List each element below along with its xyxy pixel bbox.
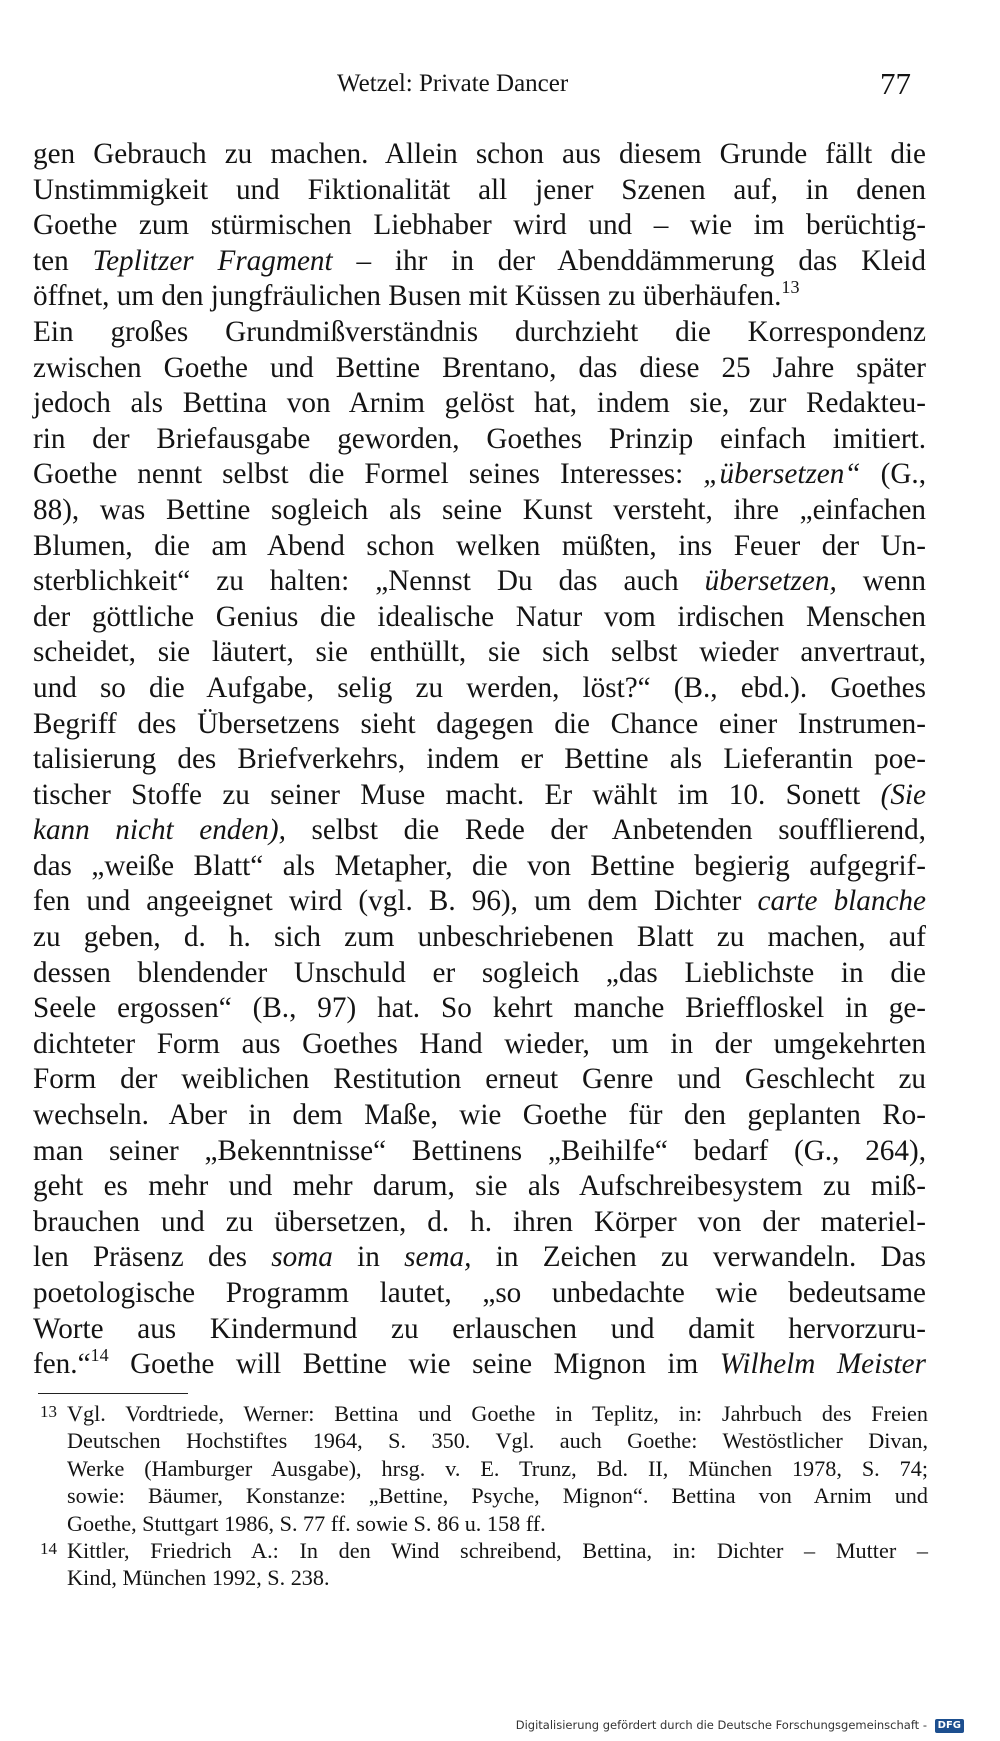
text-line xyxy=(33,564,926,600)
text-line xyxy=(33,208,926,244)
text-line xyxy=(33,351,926,387)
running-head: Wetzel: Private Dancer xyxy=(337,70,569,97)
text-line xyxy=(33,849,926,885)
footnote-line: Vgl. Vordtriede, Werner: Bettina und Goethe in Teplitz, in: Jahrbuch des Freien xyxy=(67,1401,928,1426)
text-segment: in Zeichen zu verwandeln. Das xyxy=(471,1241,927,1274)
text-segment: gen Gebrauch zu machen. Allein schon aus diesem Grunde fällt die xyxy=(33,138,926,170)
text-line xyxy=(33,457,926,493)
italic-text: Teplitzer Fragment xyxy=(92,244,333,277)
footnote-line: Kind, München 1992, S. 238. xyxy=(67,1565,330,1591)
credit-text: Digitalisierung gefördert durch die Deutsche Forschungsgemeinschaft - xyxy=(515,1718,927,1732)
text-segment: ten xyxy=(33,244,93,277)
footnote-number: 14 xyxy=(40,1538,57,1558)
footnote-number: 13 xyxy=(40,1402,57,1421)
text-segment: Begriff des Übersetzens sieht dagegen die Chance einer Instrumen- xyxy=(33,707,926,740)
text-segment: fen und angeeignet wird (vgl. B. 96), um dem Dichter xyxy=(33,885,758,918)
text-segment: scheidet, sie läutert, sie enthüllt, sie sich selbst wieder anvertraut, xyxy=(33,636,926,669)
text-segment: 88), was Bettine sogleich als seine Kunst versteht, ihre „einfachen xyxy=(33,493,926,526)
dfg-logo: DFG xyxy=(935,1719,964,1733)
italic-text: (Sie xyxy=(880,778,926,811)
italic-text: kann nicht enden), xyxy=(33,814,286,847)
footnote-line: Werke (Hamburger Ausgabe), hrsg. v. E. Trunz, Bd. II, München 1978, S. 74; xyxy=(67,1455,928,1481)
italic-text: übersetzen, xyxy=(704,565,837,598)
text-segment: Form der weiblichen Restitution erneut Genre und Geschlecht zu xyxy=(33,1063,926,1096)
footnote-reference: 14 xyxy=(90,1345,109,1366)
text-segment: zu geben, d. h. sich zum unbeschriebenen Blatt zu machen, auf xyxy=(33,921,926,954)
text-segment: und so die Aufgabe, selig zu werden, löst?“ (B., ebd.). Goethes xyxy=(33,671,926,704)
italic-text: Wilhelm Meister xyxy=(719,1348,926,1381)
text-line xyxy=(33,529,926,565)
text-line xyxy=(33,742,926,778)
text-line xyxy=(33,920,926,956)
text-line xyxy=(33,1134,926,1170)
text-line xyxy=(33,707,926,743)
footnote-reference: 13 xyxy=(781,277,800,298)
text-segment: der göttliche Genius die idealische Natur vom irdischen Menschen xyxy=(33,600,926,633)
text-line xyxy=(33,671,926,707)
text-segment: Worte aus Kindermund zu erlauschen und damit hervorzuru- xyxy=(33,1312,926,1345)
footnote-line: Kittler, Friedrich A.: In den Wind schreibend, Bettina, in: Dichter – Mutter – xyxy=(67,1537,928,1563)
italic-text: sema, xyxy=(404,1241,472,1274)
text-segment: selbst die Rede der Anbetenden soufflierend, xyxy=(285,814,926,847)
text-line xyxy=(33,1027,926,1063)
italic-text: carte blanche xyxy=(757,885,926,918)
digitization-credit xyxy=(516,1717,964,1733)
text-segment: man seiner „Bekenntnisse“ Bettinens „Beihilfe“ bedarf (G., 264), xyxy=(33,1134,926,1167)
text-segment: brauchen und zu übersetzen, d. h. ihren Körper von der materiel- xyxy=(33,1205,926,1238)
text-line xyxy=(33,1347,926,1383)
footnote-divider xyxy=(38,1393,188,1394)
text-segment: sterblichkeit“ zu halten: „Nennst Du das auch xyxy=(33,565,705,598)
body-text xyxy=(33,137,926,1383)
text-line xyxy=(33,635,926,671)
text-line xyxy=(33,386,926,422)
text-segment: dessen blendender Unschuld er sogleich „das Lieblichste in die xyxy=(33,956,926,989)
footnote-line: Deutschen Hochstiftes 1964, S. 350. Vgl. auch Goethe: Westöstlicher Divan, xyxy=(67,1428,928,1454)
text-segment: Ein großes Grundmißverständnis durchzieht die Korrespondenz xyxy=(33,315,926,348)
text-segment: dichteter Form aus Goethes Hand wieder, um in der umgekehrten xyxy=(33,1027,926,1060)
text-segment: talisierung des Briefverkehrs, indem er Bettine als Lieferantin poe- xyxy=(33,743,926,776)
text-segment: len Präsenz des xyxy=(33,1241,272,1274)
text-line xyxy=(33,493,926,529)
text-segment: Unstimmigkeit und Fiktionalität all jener Szenen auf, in denen xyxy=(33,173,926,206)
text-segment: in xyxy=(332,1241,405,1274)
text-segment: Goethe zum stürmischen Liebhaber wird und – wie im berüchtig- xyxy=(33,209,926,242)
text-line xyxy=(33,956,926,992)
italic-text: soma xyxy=(271,1241,333,1274)
text-line xyxy=(33,600,926,636)
text-line xyxy=(33,884,926,920)
text-segment: Blumen, die am Abend schon welken müßten, ins Feuer der Un- xyxy=(33,529,926,562)
footnote-line: sowie: Bäumer, Konstanze: „Bettine, Psyche, Mignon“. Bettina von Arnim und xyxy=(67,1483,928,1509)
text-segment: Seele ergossen“ (B., 97) hat. So kehrt manche Brieffloskel in ge- xyxy=(33,992,926,1025)
text-segment: wechseln. Aber in dem Maße, wie Goethe für den geplanten Ro- xyxy=(33,1099,926,1132)
footnote-line: Goethe, Stuttgart 1986, S. 77 ff. sowie S. 86 u. 158 ff. xyxy=(67,1510,546,1536)
text-line xyxy=(33,1205,926,1241)
text-segment: Goethe nennt selbst die Formel seines Interesses: xyxy=(33,458,704,491)
text-segment: wenn xyxy=(836,565,926,598)
page-number: 77 xyxy=(880,66,911,101)
text-line xyxy=(33,991,926,1027)
text-line xyxy=(33,1169,926,1205)
text-segment: (G., xyxy=(860,458,926,491)
text-line xyxy=(33,1098,926,1134)
text-line xyxy=(33,244,926,280)
text-segment: – ihr in der Abenddämmerung das Kleid xyxy=(332,244,926,277)
text-segment: poetologische Programm lautet, „so unbedachte wie bedeutsame xyxy=(33,1277,926,1309)
text-line xyxy=(33,1312,926,1348)
text-segment: tischer Stoffe zu seiner Muse macht. Er wählt im 10. Sonett xyxy=(33,778,881,811)
text-segment: zwischen Goethe und Bettine Brentano, das diese 25 Jahre später xyxy=(33,351,926,384)
text-segment: Goethe will Bettine wie seine Mignon im xyxy=(108,1348,720,1381)
text-line xyxy=(33,137,926,173)
footnotes xyxy=(37,1400,928,1592)
text-segment: das „weiße Blatt“ als Metapher, die von Bettine begierig aufgegrif- xyxy=(33,849,926,882)
text-segment: rin der Briefausgabe geworden, Goethes Prinzip einfach imitiert. xyxy=(33,422,926,455)
text-line xyxy=(33,778,926,814)
text-line xyxy=(33,315,926,351)
text-line xyxy=(33,1276,926,1312)
text-line xyxy=(33,173,926,209)
text-segment: geht es mehr und mehr darum, sie als Aufschreibesystem zu miß- xyxy=(33,1170,926,1203)
italic-text: „übersetzen“ xyxy=(703,458,861,491)
text-line xyxy=(33,422,926,458)
text-segment: öffnet, um den jungfräulichen Busen mit Küssen zu überhäufen. xyxy=(33,280,782,313)
text-segment: fen.“ xyxy=(33,1348,91,1381)
text-line xyxy=(33,1062,926,1098)
text-line xyxy=(33,279,926,315)
footnote-14 xyxy=(37,1537,928,1592)
text-line xyxy=(33,813,926,849)
text-segment: jedoch als Bettina von Arnim gelöst hat, indem sie, zur Redakteu- xyxy=(33,387,926,420)
text-line xyxy=(33,1240,926,1276)
page-header xyxy=(0,66,1000,106)
footnote-13 xyxy=(37,1400,928,1537)
